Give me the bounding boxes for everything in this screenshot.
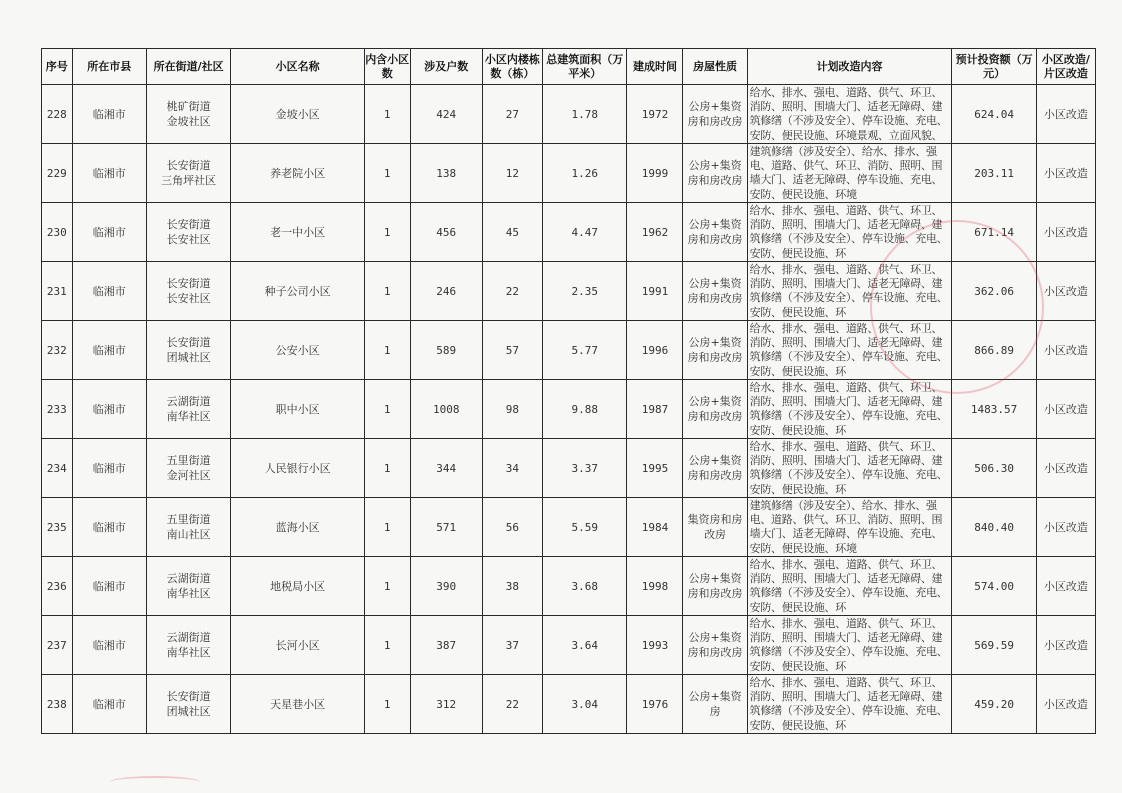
cell-name: 金坡小区	[231, 85, 364, 144]
cell-street-community	[146, 85, 231, 144]
cell-type: 小区改造	[1036, 262, 1095, 321]
cell-name: 天星巷小区	[231, 675, 364, 734]
cell-included-count: 1	[364, 144, 410, 203]
table-row	[42, 144, 1096, 203]
cell-year: 1972	[627, 85, 683, 144]
cell-buildings: 37	[482, 616, 542, 675]
cell-area: 5.59	[542, 498, 627, 557]
plan-text: 给水、排水、强电、道路、供气、环卫、消防、照明、围墙大门、适老无障碍、建筑修缮（不涉及安全）、停车设施、充电、安防、便民设施、环境景观、立面风貌、	[749, 86, 948, 142]
cell-index: 235	[42, 498, 73, 557]
cell-street-community	[146, 498, 231, 557]
cell-plan	[747, 616, 952, 675]
community-name: 南华社区	[166, 646, 211, 659]
cell-included-count: 1	[364, 262, 410, 321]
cell-year: 1987	[627, 380, 683, 439]
cell-year: 1996	[627, 321, 683, 380]
red-stamp-fragment	[110, 776, 200, 788]
cell-city: 临湘市	[72, 262, 146, 321]
cell-investment: 203.11	[952, 144, 1037, 203]
cell-households: 589	[410, 321, 482, 380]
cell-type: 小区改造	[1036, 498, 1095, 557]
community-name: 南华社区	[166, 587, 211, 600]
cell-index: 229	[42, 144, 73, 203]
plan-text: 给水、排水、强电、道路、供气、环卫、消防、照明、围墙大门、适老无障碍、建筑修缮（不涉及安全）、停车设施、充电、安防、便民设施、环	[749, 617, 948, 673]
cell-type: 小区改造	[1036, 321, 1095, 380]
plan-text: 给水、排水、强电、道路、供气、环卫、消防、照明、围墙大门、适老无障碍、建筑修缮（不涉及安全）、停车设施、充电、安防、便民设施、环	[749, 676, 948, 732]
cell-included-count: 1	[364, 439, 410, 498]
cell-city: 临湘市	[72, 321, 146, 380]
cell-area: 3.04	[542, 675, 627, 734]
cell-nature: 公房+集资房	[683, 675, 747, 734]
cell-street-community	[146, 616, 231, 675]
cell-nature: 公房+集资房和房改房	[683, 557, 747, 616]
plan-text: 建筑修缮（涉及安全）、给水、排水、强电、道路、供气、环卫、消防、照明、围墙大门、适老无障碍、停车设施、充电、安防、便民设施、环境	[749, 145, 943, 201]
cell-area: 5.77	[542, 321, 627, 380]
table-row	[42, 616, 1096, 675]
header-street-community: 所在街道/社区	[146, 49, 231, 85]
cell-buildings: 38	[482, 557, 542, 616]
cell-index: 233	[42, 380, 73, 439]
cell-index: 236	[42, 557, 73, 616]
cell-street-community	[146, 380, 231, 439]
cell-buildings: 12	[482, 144, 542, 203]
cell-households: 138	[410, 144, 482, 203]
table-body	[42, 85, 1096, 734]
cell-name: 养老院小区	[231, 144, 364, 203]
cell-year: 1962	[627, 203, 683, 262]
cell-street-community	[146, 144, 231, 203]
cell-year: 1993	[627, 616, 683, 675]
cell-area: 9.88	[542, 380, 627, 439]
plan-text: 给水、排水、强电、道路、供气、环卫、消防、照明、围墙大门、适老无障碍、建筑修缮（不涉及安全）、停车设施、充电、安防、便民设施、环	[749, 263, 948, 319]
cell-investment: 506.30	[952, 439, 1037, 498]
cell-investment: 362.06	[952, 262, 1037, 321]
cell-year: 1984	[627, 498, 683, 557]
header-households: 涉及户数	[410, 49, 482, 85]
cell-type: 小区改造	[1036, 616, 1095, 675]
cell-plan	[747, 203, 952, 262]
cell-name: 地税局小区	[231, 557, 364, 616]
cell-plan	[747, 144, 952, 203]
cell-households: 387	[410, 616, 482, 675]
cell-households: 312	[410, 675, 482, 734]
street-name: 长安街道	[166, 690, 211, 703]
cell-street-community	[146, 557, 231, 616]
table-row	[42, 675, 1096, 734]
cell-households: 1008	[410, 380, 482, 439]
plan-text: 给水、排水、强电、道路、供气、环卫、消防、照明、围墙大门、适老无障碍、建筑修缮（不涉及安全）、停车设施、充电、安防、便民设施、环	[749, 204, 948, 260]
cell-street-community	[146, 321, 231, 380]
cell-included-count: 1	[364, 675, 410, 734]
cell-nature: 公房+集资房和房改房	[683, 144, 747, 203]
cell-households: 246	[410, 262, 482, 321]
cell-city: 临湘市	[72, 557, 146, 616]
cell-investment: 459.20	[952, 675, 1037, 734]
cell-index: 238	[42, 675, 73, 734]
cell-city: 临湘市	[72, 439, 146, 498]
table-row	[42, 557, 1096, 616]
plan-text: 给水、排水、强电、道路、供气、环卫、消防、照明、围墙大门、适老无障碍、建筑修缮（不涉及安全）、停车设施、充电、安防、便民设施、环	[749, 558, 948, 614]
renovation-table-sheet	[41, 48, 1096, 738]
cell-included-count: 1	[364, 85, 410, 144]
cell-area: 2.35	[542, 262, 627, 321]
community-name: 团城社区	[166, 705, 211, 718]
cell-included-count: 1	[364, 557, 410, 616]
header-buildings: 小区内楼栋数（栋）	[482, 49, 542, 85]
cell-area: 1.26	[542, 144, 627, 203]
cell-buildings: 56	[482, 498, 542, 557]
plan-text: 给水、排水、强电、道路、供气、环卫、消防、照明、围墙大门、适老无障碍、建筑修缮（不涉及安全）、停车设施、充电、安防、便民设施、环	[749, 440, 948, 496]
table-row	[42, 498, 1096, 557]
cell-city: 临湘市	[72, 498, 146, 557]
community-name: 金坡社区	[166, 115, 211, 128]
cell-name: 职中小区	[231, 380, 364, 439]
cell-year: 1998	[627, 557, 683, 616]
header-year: 建成时间	[627, 49, 683, 85]
renovation-table	[41, 48, 1096, 734]
community-name: 长安社区	[166, 292, 211, 305]
cell-index: 232	[42, 321, 73, 380]
header-included-count: 内含小区数	[364, 49, 410, 85]
cell-street-community	[146, 203, 231, 262]
cell-type: 小区改造	[1036, 203, 1095, 262]
plan-text: 建筑修缮（涉及安全）、给水、排水、强电、道路、供气、环卫、消防、照明、围墙大门、适老无障碍、停车设施、充电、安防、便民设施、环境	[749, 499, 943, 555]
cell-type: 小区改造	[1036, 675, 1095, 734]
cell-included-count: 1	[364, 203, 410, 262]
cell-buildings: 45	[482, 203, 542, 262]
cell-included-count: 1	[364, 380, 410, 439]
community-name: 南华社区	[166, 410, 211, 423]
cell-plan	[747, 321, 952, 380]
cell-area: 4.47	[542, 203, 627, 262]
cell-name: 老一中小区	[231, 203, 364, 262]
header-city-county: 所在市县	[72, 49, 146, 85]
street-name: 长安街道	[166, 277, 211, 290]
cell-investment: 624.04	[952, 85, 1037, 144]
cell-year: 1999	[627, 144, 683, 203]
cell-area: 3.64	[542, 616, 627, 675]
cell-name: 公安小区	[231, 321, 364, 380]
cell-included-count: 1	[364, 498, 410, 557]
cell-plan	[747, 262, 952, 321]
cell-area: 1.78	[542, 85, 627, 144]
header-plan: 计划改造内容	[747, 49, 952, 85]
cell-city: 临湘市	[72, 380, 146, 439]
cell-investment: 671.14	[952, 203, 1037, 262]
cell-city: 临湘市	[72, 144, 146, 203]
cell-year: 1976	[627, 675, 683, 734]
cell-plan	[747, 380, 952, 439]
cell-investment: 840.40	[952, 498, 1037, 557]
cell-buildings: 34	[482, 439, 542, 498]
cell-city: 临湘市	[72, 675, 146, 734]
table-row	[42, 262, 1096, 321]
cell-area: 3.68	[542, 557, 627, 616]
cell-households: 390	[410, 557, 482, 616]
cell-type: 小区改造	[1036, 85, 1095, 144]
table-row	[42, 380, 1096, 439]
cell-nature: 公房+集资房和房改房	[683, 380, 747, 439]
plan-text: 给水、排水、强电、道路、供气、环卫、消防、照明、围墙大门、适老无障碍、建筑修缮（不涉及安全）、停车设施、充电、安防、便民设施、环	[749, 322, 948, 378]
street-name: 五里街道	[166, 513, 211, 526]
cell-buildings: 27	[482, 85, 542, 144]
cell-street-community	[146, 262, 231, 321]
cell-included-count: 1	[364, 616, 410, 675]
header-nature: 房屋性质	[683, 49, 747, 85]
table-row	[42, 439, 1096, 498]
header-area: 总建筑面积（万平米）	[542, 49, 627, 85]
street-name: 云湖街道	[166, 395, 211, 408]
cell-year: 1991	[627, 262, 683, 321]
cell-name: 人民银行小区	[231, 439, 364, 498]
cell-name: 蓝海小区	[231, 498, 364, 557]
street-name: 云湖街道	[166, 631, 211, 644]
cell-street-community	[146, 439, 231, 498]
cell-name: 长河小区	[231, 616, 364, 675]
cell-households: 424	[410, 85, 482, 144]
cell-index: 228	[42, 85, 73, 144]
cell-index: 230	[42, 203, 73, 262]
cell-plan	[747, 557, 952, 616]
cell-nature: 公房+集资房和房改房	[683, 616, 747, 675]
street-name: 云湖街道	[166, 572, 211, 585]
street-name: 五里街道	[166, 454, 211, 467]
cell-households: 344	[410, 439, 482, 498]
street-name: 长安街道	[166, 336, 211, 349]
header-name: 小区名称	[231, 49, 364, 85]
cell-city: 临湘市	[72, 85, 146, 144]
cell-plan	[747, 675, 952, 734]
cell-investment: 1483.57	[952, 380, 1037, 439]
header-row	[42, 49, 1096, 85]
cell-city: 临湘市	[72, 203, 146, 262]
header-index: 序号	[42, 49, 73, 85]
table-row	[42, 85, 1096, 144]
cell-nature: 公房+集资房和房改房	[683, 203, 747, 262]
cell-street-community	[146, 675, 231, 734]
header-investment: 预计投资额（万元）	[952, 49, 1037, 85]
table-row	[42, 321, 1096, 380]
cell-city: 临湘市	[72, 616, 146, 675]
community-name: 南山社区	[166, 528, 211, 541]
cell-nature: 公房+集资房和房改房	[683, 262, 747, 321]
cell-investment: 866.89	[952, 321, 1037, 380]
cell-nature: 公房+集资房和房改房	[683, 85, 747, 144]
cell-area: 3.37	[542, 439, 627, 498]
table-row	[42, 203, 1096, 262]
cell-plan	[747, 498, 952, 557]
community-name: 金河社区	[166, 469, 211, 482]
cell-index: 231	[42, 262, 73, 321]
cell-year: 1995	[627, 439, 683, 498]
cell-buildings: 57	[482, 321, 542, 380]
cell-type: 小区改造	[1036, 439, 1095, 498]
street-name: 长安街道	[166, 218, 211, 231]
cell-buildings: 98	[482, 380, 542, 439]
cell-nature: 公房+集资房和房改房	[683, 321, 747, 380]
plan-text: 给水、排水、强电、道路、供气、环卫、消防、照明、围墙大门、适老无障碍、建筑修缮（不涉及安全）、停车设施、充电、安防、便民设施、环	[749, 381, 948, 437]
cell-plan	[747, 85, 952, 144]
cell-name: 种子公司小区	[231, 262, 364, 321]
cell-index: 237	[42, 616, 73, 675]
street-name: 桃矿街道	[166, 100, 211, 113]
cell-plan	[747, 439, 952, 498]
cell-households: 571	[410, 498, 482, 557]
cell-type: 小区改造	[1036, 144, 1095, 203]
community-name: 团城社区	[166, 351, 211, 364]
cell-index: 234	[42, 439, 73, 498]
cell-nature: 公房+集资房和房改房	[683, 439, 747, 498]
community-name: 三角坪社区	[161, 174, 217, 187]
cell-included-count: 1	[364, 321, 410, 380]
cell-type: 小区改造	[1036, 380, 1095, 439]
cell-buildings: 22	[482, 675, 542, 734]
cell-nature: 集资房和房改房	[683, 498, 747, 557]
cell-type: 小区改造	[1036, 557, 1095, 616]
cell-buildings: 22	[482, 262, 542, 321]
community-name: 长安社区	[166, 233, 211, 246]
street-name: 长安街道	[166, 159, 211, 172]
header-type: 小区改造/片区改造	[1036, 49, 1095, 85]
cell-investment: 574.00	[952, 557, 1037, 616]
cell-households: 456	[410, 203, 482, 262]
cell-investment: 569.59	[952, 616, 1037, 675]
